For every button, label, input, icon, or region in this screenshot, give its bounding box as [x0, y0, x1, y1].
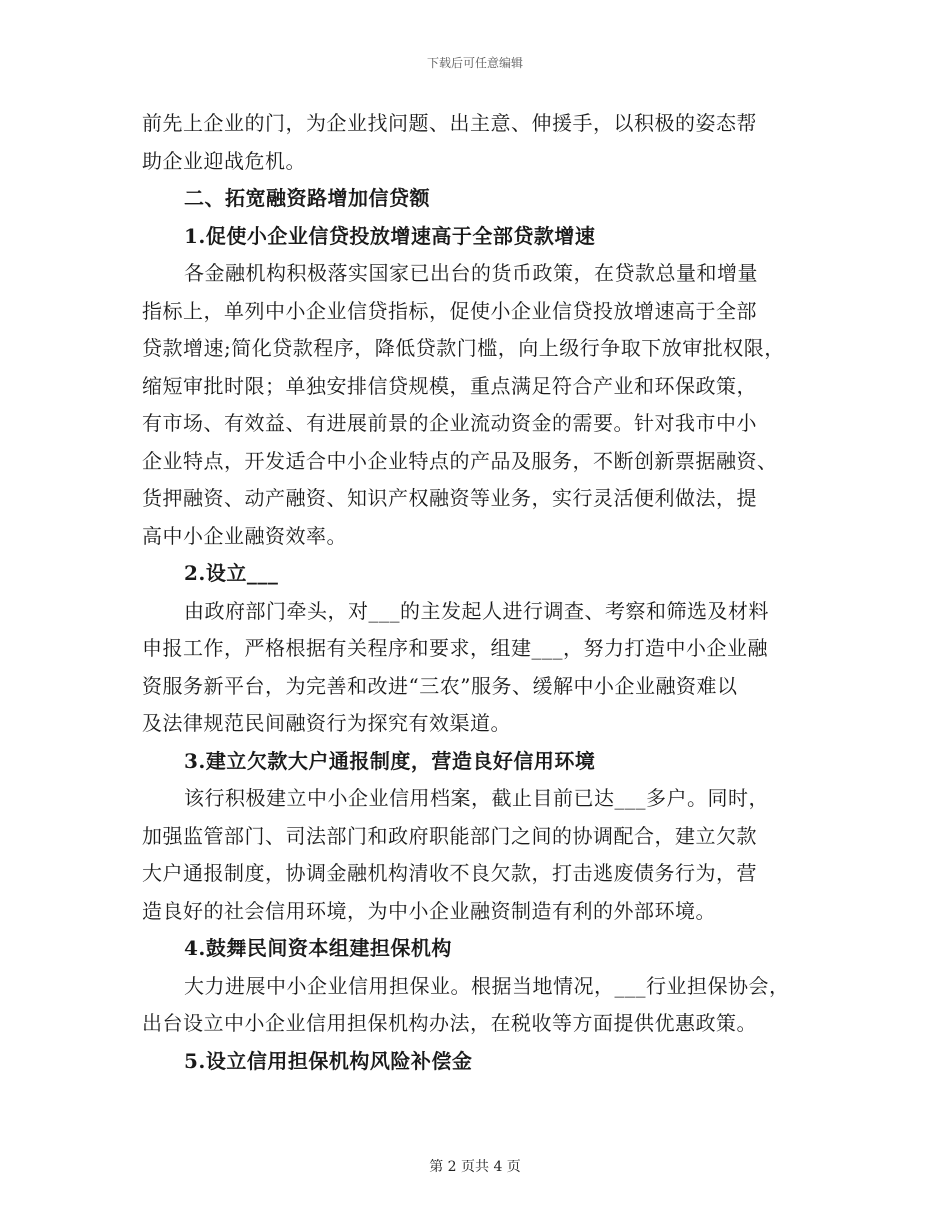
section-heading: 3.建立欠款大户通报制度，营造良好信用环境: [184, 748, 596, 773]
section-heading: 4.鼓舞民间资本组建担保机构: [184, 936, 452, 960]
document-body: [142, 105, 822, 1080]
paragraph-line: 出台设立中小企业信用担保机构办法，在税收等方面提供优惠政策。: [142, 1011, 757, 1035]
section-heading: 1.促使小企业信贷投放增速高于全部贷款增速: [184, 223, 596, 248]
paragraph-line: 货押融资、动产融资、知识产权融资等业务，实行灵活便利做法，提: [142, 486, 757, 510]
paragraph-line: 大力进展中小企业信用担保业。根据当地情况，___行业担保协会，: [184, 973, 790, 998]
paragraph-line: 各金融机构积极落实国家已出台的货币政策，在贷款总量和增量: [184, 261, 758, 285]
paragraph-line: 由政府部门牵头，对___的主发起人进行调查、考察和筛选及材料: [184, 598, 769, 623]
paragraph-line: 缩短审批时限；单独安排信贷规模，重点满足符合产业和环保政策，: [142, 373, 757, 398]
paragraph-line: 高中小企业融资效率。: [142, 523, 347, 548]
paragraph-line: 企业特点，开发适合中小企业特点的产品及服务，不断创新票据融资、: [142, 448, 778, 473]
paragraph-line: 该行积极建立中小企业信用档案，截止目前已达___多户。同时，: [184, 786, 769, 810]
paragraph-line: 助企业迎战危机。: [142, 148, 306, 173]
paragraph-line: 贷款增速;简化贷款程序，降低贷款门槛，向上级行争取下放审批权限，: [142, 336, 785, 360]
section-heading: 2.设立___: [184, 561, 279, 585]
paragraph-line: 加强监管部门、司法部门和政府职能部门之间的协调配合，建立欠款: [142, 823, 757, 848]
paragraph-line: 申报工作，严格根据有关程序和要求，组建___，努力打造中小企业融: [142, 636, 768, 660]
page-header: 下载后可任意编辑: [426, 56, 523, 70]
paragraph-line: 资服务新平台，为完善和改进“三农”服务、缓解中小企业融资难以: [142, 673, 738, 698]
paragraph-line: 造良好的社会信用环境，为中小企业融资制造有利的外部环境。: [142, 898, 716, 923]
paragraph-line: 指标上，单列中小企业信贷指标，促使小企业信贷投放增速高于全部: [142, 298, 757, 323]
page-footer: 第 2 页共 4 页: [429, 1159, 521, 1175]
section-heading: 5.设立信用担保机构风险补偿金: [184, 1048, 473, 1073]
paragraph-line: 及法律规范民间融资行为探究有效渠道。: [142, 711, 511, 735]
paragraph-line: 有市场、有效益、有进展前景的企业流动资金的需要。针对我市中小: [142, 411, 757, 435]
section-heading: 二、拓宽融资路增加信贷额: [184, 186, 430, 210]
paragraph-line: 前先上企业的门，为企业找问题、出主意、伸援手，以积极的姿态帮: [142, 111, 757, 135]
paragraph-line: 大户通报制度，协调金融机构清收不良欠款，打击逃废债务行为，营: [142, 861, 757, 885]
